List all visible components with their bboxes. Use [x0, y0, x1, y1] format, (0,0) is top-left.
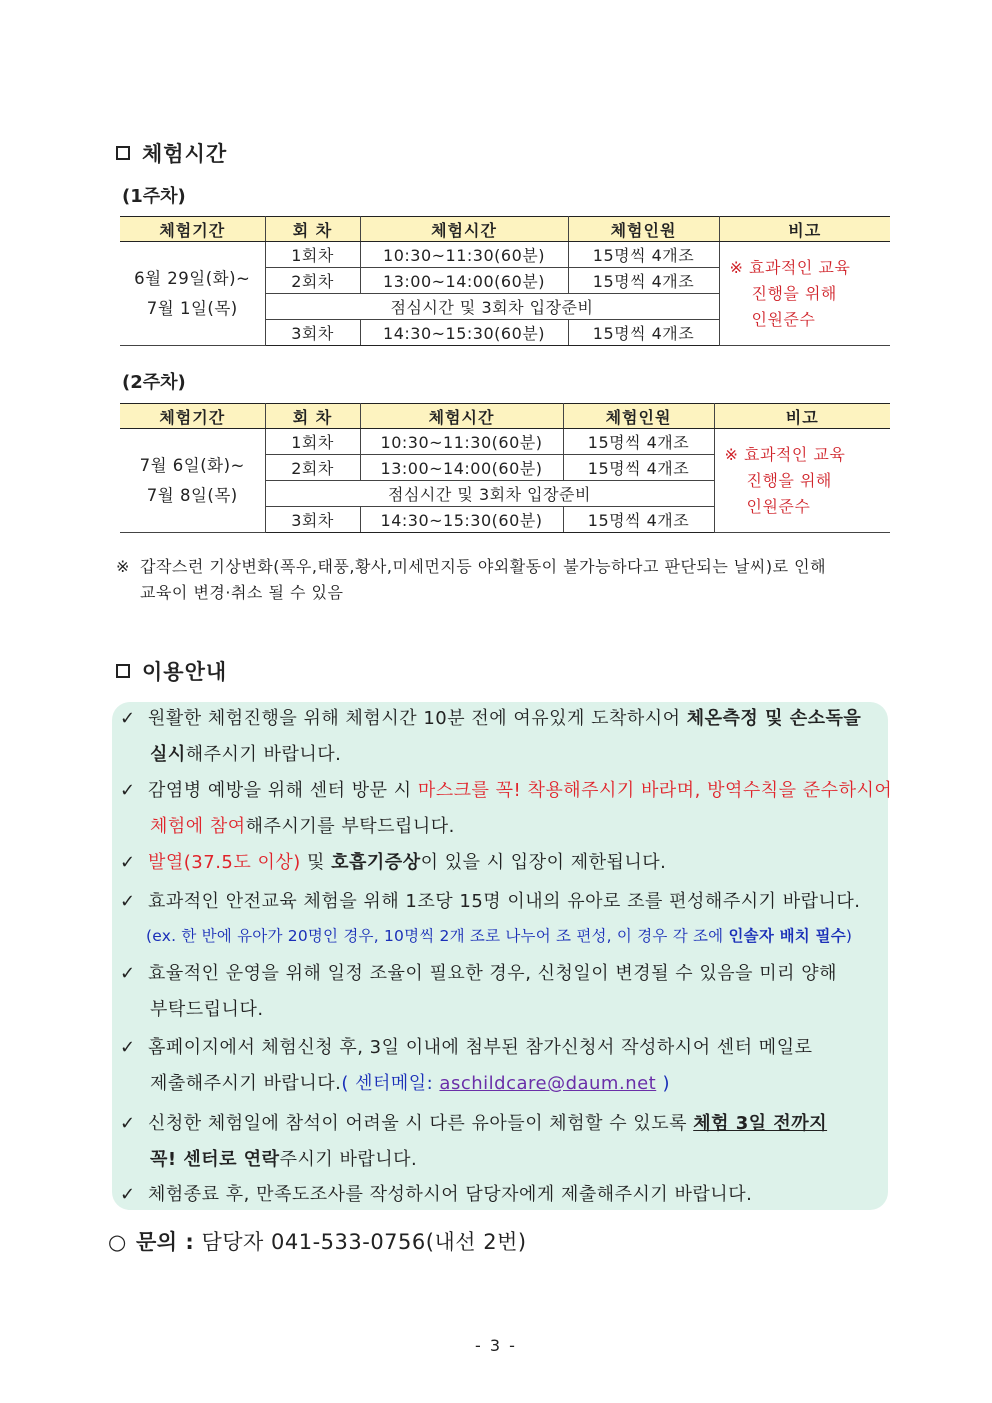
note-line: 인원준수: [746, 496, 811, 516]
guide-text-red: 마스크를 꼭! 착용해주시기 바라며, 방역수칙을 준수하시어: [417, 780, 893, 801]
table-header-row: [120, 217, 890, 242]
guide-item: [120, 1030, 812, 1102]
time-cell: 10:30~11:30(60분): [360, 429, 563, 455]
table-header-row: [120, 404, 890, 429]
round-cell: 2회차: [265, 268, 360, 294]
guide-item: [120, 1106, 827, 1178]
guide-text: 및: [300, 852, 332, 873]
guide-text-bold: 꼭! 센터로 연락: [150, 1149, 280, 1170]
check-icon: ✓: [120, 852, 136, 873]
people-cell: 15명씩 4개조: [563, 455, 714, 481]
guide-text: 제출해주시기 바랍니다.: [150, 1073, 342, 1094]
header-note: 비고: [719, 217, 890, 242]
weather-notice-line: 교육이 변경·취소 될 수 있음: [140, 583, 344, 602]
period-start: 7월 6일(화)~: [139, 455, 245, 475]
guide-text: 원활한 체험진행을 위해 체험시간 10분 전에 여유있게 도착하시어: [148, 708, 687, 729]
checkbox-square-icon: [116, 146, 130, 160]
check-icon: ✓: [120, 963, 136, 984]
lunch-cell: 점심시간 및 3회차 입장준비: [265, 294, 719, 320]
check-icon: ✓: [120, 708, 136, 729]
guide-text: 해주시기 바랍니다.: [185, 744, 342, 765]
note-line: ※ 효과적인 교육: [729, 257, 851, 277]
page-number: - 3 -: [475, 1336, 517, 1355]
email-link[interactable]: aschildcare@daum.net: [439, 1073, 657, 1094]
header-time: 체험시간: [360, 404, 563, 429]
guide-text: 효율적인 운영을 위해 일정 조율이 필요한 경우, 신청일이 변경될 수 있음을 미리 양해: [148, 963, 838, 984]
guide-item: [120, 1177, 752, 1213]
section-title: 체험시간: [142, 142, 228, 166]
guide-item: [120, 956, 837, 1028]
guide-text-blue: ): [656, 1073, 670, 1094]
header-round: 회 차: [265, 404, 360, 429]
section-heading-schedule: [116, 138, 227, 168]
guide-text: 효과적인 안전교육 체험을 위해 1조당 15명 이내의 유아로 조를 편성해주시기 바랍니다.: [148, 891, 861, 912]
reference-mark: ※: [116, 557, 130, 576]
people-cell: 15명씩 4개조: [563, 507, 714, 533]
week2-schedule-table: [120, 403, 890, 533]
people-cell: 15명씩 4개조: [568, 320, 719, 346]
header-note: 비고: [714, 404, 890, 429]
note-cell: [719, 242, 890, 346]
guide-example-bold: 인솔자 배치 필수: [728, 927, 846, 945]
circle-bullet-icon: ○: [108, 1230, 127, 1254]
table-row: [120, 429, 890, 455]
note-cell: [714, 429, 890, 533]
header-people: 체험인원: [568, 217, 719, 242]
contact-label: 문의 :: [136, 1230, 195, 1254]
note-line: 인원준수: [751, 309, 816, 329]
guide-text-red: 발열(37.5도 이상): [148, 852, 301, 873]
header-round: 회 차: [265, 217, 360, 242]
note-line: 진행을 위해: [751, 283, 837, 303]
header-period: 체험기간: [120, 217, 265, 242]
section-heading-guide: [116, 656, 227, 686]
time-cell: 13:00~14:00(60분): [360, 455, 563, 481]
guide-text: 이 있을 시 입장이 제한됩니다.: [420, 852, 667, 873]
guide-text: 부탁드립니다.: [150, 999, 264, 1020]
time-cell: 14:30~15:30(60분): [360, 320, 568, 346]
people-cell: 15명씩 4개조: [563, 429, 714, 455]
guide-example: [146, 924, 852, 946]
round-cell: 1회차: [265, 429, 360, 455]
section-title: 이용안내: [142, 660, 228, 684]
guide-text: 홈페이지에서 체험신청 후, 3일 이내에 첨부된 참가신청서 작성하시어 센터 메일로: [148, 1037, 813, 1058]
header-people: 체험인원: [563, 404, 714, 429]
period-end: 7월 8일(목): [146, 485, 238, 505]
lunch-cell: 점심시간 및 3회차 입장준비: [265, 481, 714, 507]
guide-text-blue: ( 센터메일:: [341, 1073, 440, 1094]
people-cell: 15명씩 4개조: [568, 242, 719, 268]
period-end: 7월 1일(목): [146, 298, 238, 318]
period-cell: [120, 242, 265, 346]
weather-notice: [116, 554, 896, 606]
people-cell: 15명씩 4개조: [568, 268, 719, 294]
guide-item: [120, 773, 892, 845]
check-icon: ✓: [120, 1037, 136, 1058]
guide-item: [120, 845, 666, 881]
period-start: 6월 29일(화)~: [134, 268, 251, 288]
guide-text-bold: 호흡기증상: [331, 852, 421, 873]
time-cell: 14:30~15:30(60분): [360, 507, 563, 533]
checkbox-square-icon: [116, 664, 130, 678]
guide-example-text: ): [845, 927, 853, 945]
round-cell: 3회차: [265, 320, 360, 346]
guide-item: [120, 884, 860, 920]
check-icon: ✓: [120, 1113, 136, 1134]
guide-text: 체험종료 후, 만족도조사를 작성하시어 담당자에게 제출해주시기 바랍니다.: [148, 1184, 753, 1205]
round-cell: 1회차: [265, 242, 360, 268]
note-line: 진행을 위해: [746, 470, 832, 490]
check-icon: ✓: [120, 780, 136, 801]
round-cell: 2회차: [265, 455, 360, 481]
guide-text-bold: 체온측정 및 손소독을: [686, 708, 862, 729]
guide-text: 신청한 체험일에 참석이 어려울 시 다른 유아들이 체험할 수 있도록: [148, 1113, 694, 1134]
week2-label: (2주차): [122, 372, 186, 393]
guide-text: 주시기 바랍니다.: [279, 1149, 418, 1170]
guide-text-bold: 체험 3일 전까지: [693, 1113, 828, 1134]
check-icon: ✓: [120, 891, 136, 912]
weather-notice-line: 갑작스런 기상변화(폭우,태풍,황사,미세먼지등 야외활동이 불가능하다고 판단되는 날씨)로 인해: [140, 557, 827, 576]
header-period: 체험기간: [120, 404, 265, 429]
note-line: ※ 효과적인 교육: [724, 444, 846, 464]
week1-schedule-table: [120, 216, 890, 346]
round-cell: 3회차: [265, 507, 360, 533]
guide-example-text: (ex. 한 반에 유아가 20명인 경우, 10명씩 2개 조로 나누어 조 편성, 이 경우 각 조에: [146, 927, 729, 945]
guide-item: [120, 701, 861, 773]
check-icon: ✓: [120, 1184, 136, 1205]
guide-text: 감염병 예방을 위해 센터 방문 시: [148, 780, 418, 801]
contact-line: [108, 1226, 527, 1256]
time-cell: 13:00~14:00(60분): [360, 268, 568, 294]
header-time: 체험시간: [360, 217, 568, 242]
week1-label: (1주차): [122, 186, 186, 207]
guide-text-red: 체험에 참여: [150, 816, 246, 837]
guide-text: 해주시기를 부탁드립니다.: [245, 816, 455, 837]
time-cell: 10:30~11:30(60분): [360, 242, 568, 268]
guide-text-bold: 실시: [150, 744, 186, 765]
period-cell: [120, 429, 265, 533]
table-row: [120, 242, 890, 268]
contact-text: 담당자 041-533-0756(내선 2번): [201, 1230, 527, 1254]
